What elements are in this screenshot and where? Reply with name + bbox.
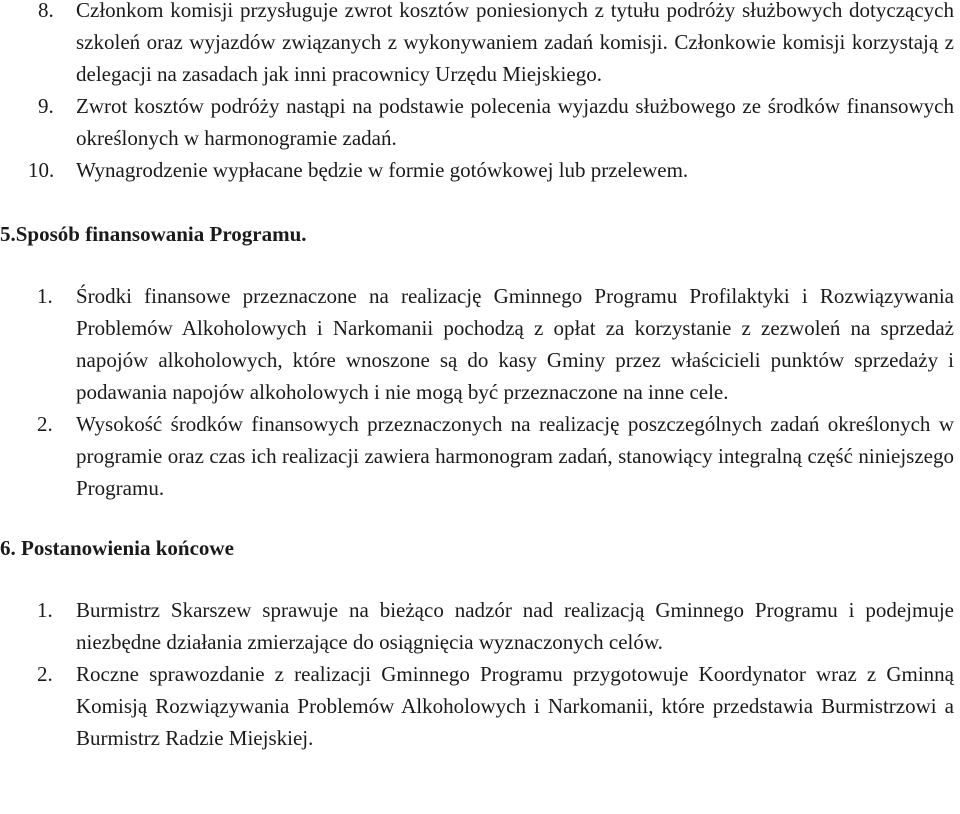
item-number: 8.: [38, 0, 54, 22]
item-text: Wysokość środków finansowych przeznaczonych na realizację poszczególnych zadań określonych w programie oraz czas ich realizacji zawiera harmonogram zadań, stanowiący integralną część niniejszego Programu.: [76, 412, 954, 500]
list-item: [0, 0, 960, 90]
item-number: 1.: [37, 598, 53, 622]
list-item: [0, 408, 960, 504]
item-text: Roczne sprawozdanie z realizacji Gminnego Programu przygotowuje Koordynator wraz z Gminną Komisją Rozwiązywania Problemów Alkoholowych i Narkomanii, które przedstawia Burmistrzowi a Burmistrz Radzie Miejskiej.: [76, 662, 954, 750]
section-heading: [0, 218, 960, 250]
item-text: Członkom komisji przysługuje zwrot kosztów poniesionych z tytułu podróży służbowych dotyczących szkoleń oraz wyjazdów związanych z wykonywaniem zadań komisji. Członkowie komisji korzystają z delegacji na zasadach jak inni pracownicy Urzędu Miejskiego.: [76, 0, 954, 86]
item-number: 10.: [28, 158, 55, 182]
item-number: 1.: [37, 284, 53, 308]
item-text: Środki finansowe przeznaczone na realizację Gminnego Programu Profilaktyki i Rozwiązywania Problemów Alkoholowych i Narkomanii pochodzą z opłat za korzystanie z zezwoleń na sprzedaż napojów alkoholowych, które wnoszone są do kasy Gminy przez właścicieli punktów sprzedaży i podawania napojów alkoholowych i nie mogą być przeznaczone na inne cele.: [76, 284, 954, 404]
item-number: 2.: [37, 412, 53, 436]
item-number: 2.: [37, 662, 53, 686]
list-item: [0, 90, 960, 154]
section-heading-text: 5.Sposób finansowania Programu.: [0, 222, 307, 246]
section-heading-text: 6. Postanowienia końcowe: [0, 536, 234, 560]
list-item: [0, 280, 960, 408]
list-item: [0, 154, 960, 186]
item-text: Burmistrz Skarszew sprawuje na bieżąco nadzór nad realizacją Gminnego Programu i podejmuje niezbędne działania zmierzające do osiągnięcia wyznaczonych celów.: [76, 598, 954, 654]
list-item: [0, 594, 960, 658]
section-heading: [0, 532, 960, 564]
item-text: Zwrot kosztów podróży nastąpi na podstawie polecenia wyjazdu służbowego ze środków finansowych określonych w harmonogramie zadań.: [76, 94, 954, 150]
item-text: Wynagrodzenie wypłacane będzie w formie gotówkowej lub przelewem.: [76, 158, 689, 182]
item-number: 9.: [38, 94, 54, 118]
list-item: [0, 658, 960, 754]
